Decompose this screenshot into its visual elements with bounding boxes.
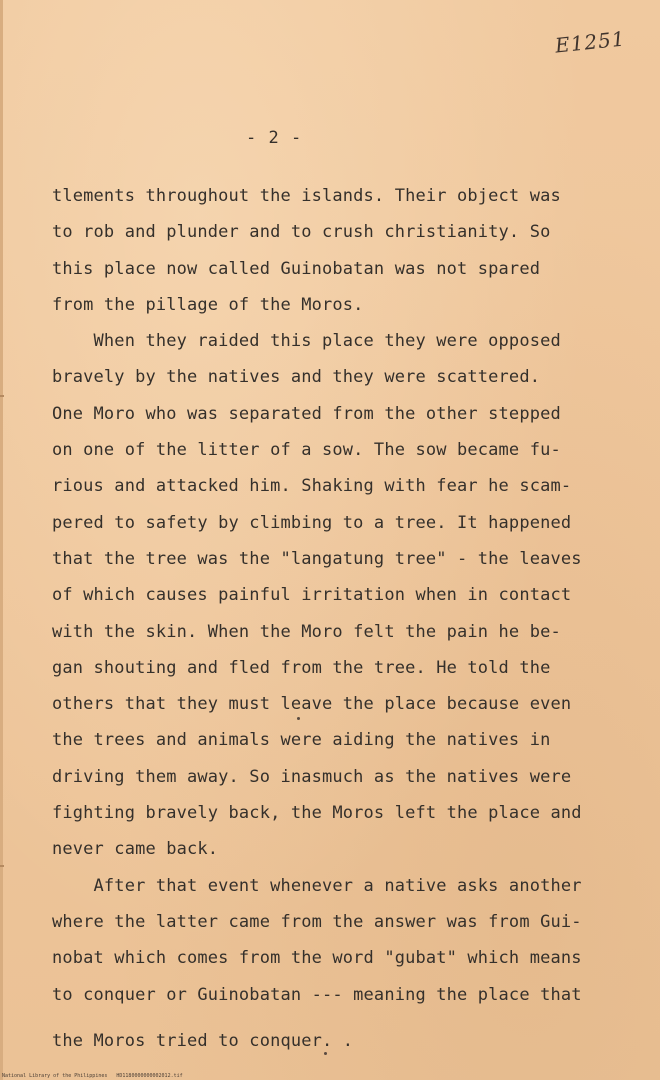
text-line: that the tree was the "langatung tree" - the leaves: [52, 548, 582, 569]
text-line: with the skin. When the Moro felt the pain he be-: [52, 621, 561, 642]
text-line: to conquer or Guinobatan --- meaning the place that: [52, 984, 582, 1005]
text-line: gan shouting and fled from the tree. He told the: [52, 657, 551, 678]
text-line-final: the Moros tried to conquer. .: [52, 1030, 354, 1051]
text-line: When they raided this place they were opposed: [52, 331, 561, 352]
text-line: never came back.: [52, 839, 219, 860]
text-line: tlements throughout the islands. Their object was: [52, 186, 561, 206]
ink-mark: [297, 717, 300, 720]
text-line: rious and attacked him. Shaking with fear he scam-: [52, 476, 572, 497]
page-number: - 2 -: [246, 128, 303, 148]
text-line: this place now called Guinobatan was not spared: [52, 258, 541, 279]
ink-dot: [324, 1052, 327, 1055]
text-line: others that they must leave the place because even: [52, 694, 572, 715]
edge-mark: [0, 395, 4, 397]
text-line: driving them away. So inasmuch as the natives were: [52, 766, 572, 787]
text-line: to rob and plunder and to crush christianity. So: [52, 222, 551, 243]
text-line: on one of the litter of a sow. The sow became fu-: [52, 440, 561, 461]
text-line: of which causes painful irritation when in contact: [52, 585, 572, 606]
text-line: fighting bravely back, the Moros left the place and: [52, 803, 582, 824]
text-line: where the latter came from the answer was from Gui-: [52, 911, 582, 932]
text-line: from the pillage of the Moros.: [52, 294, 364, 315]
body-text: [52, 178, 652, 1059]
text-line: One Moro who was separated from the other stepped: [52, 403, 561, 424]
text-line: nobat which comes from the word "gubat" which means: [52, 948, 582, 969]
text-line: pered to safety by climbing to a tree. It happened: [52, 512, 572, 533]
scan-footer: National Library of the Philippines HD1180000000002012.tif: [2, 1073, 183, 1079]
text-line: After that event whenever a native asks another: [52, 875, 582, 896]
text-line: bravely by the natives and they were scattered.: [52, 367, 541, 388]
archive-number: E1251: [553, 26, 627, 58]
edge-mark: [0, 865, 4, 867]
text-line: the trees and animals were aiding the natives in: [52, 730, 551, 751]
page-left-edge: [0, 0, 3, 1080]
